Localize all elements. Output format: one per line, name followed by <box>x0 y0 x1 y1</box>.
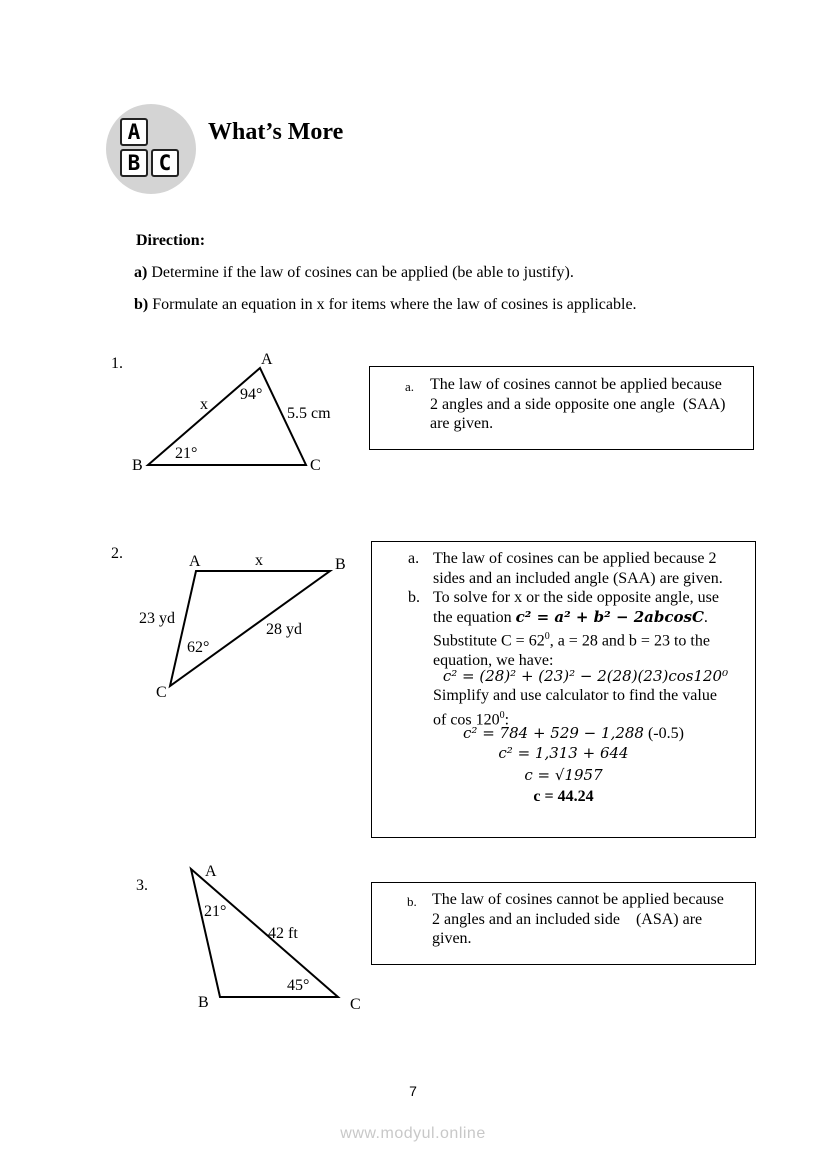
equation-step-2: c² = 1,313 + 644 <box>498 744 629 762</box>
vertex-b-label: B <box>132 457 143 474</box>
item-1-answer-box <box>369 366 754 450</box>
side-ab-label: x <box>255 552 263 569</box>
answer-line: 2 angles and an included side (ASA) are <box>432 910 703 928</box>
angle-a-label: 94° <box>240 386 263 403</box>
answer-text: , a = 28 and b = 23 to the <box>549 632 710 650</box>
answer-text: of cos 120 <box>433 710 500 728</box>
angle-a-label: 21° <box>204 903 227 920</box>
abc-blocks-icon <box>106 104 196 194</box>
section-title: What’s More <box>208 119 344 145</box>
logo-block-b: B <box>120 149 148 177</box>
side-bc-label: 28 yd <box>266 621 302 638</box>
law-of-cosines-formula: c² = a² + b² − 2abcosC <box>515 607 704 626</box>
logo-block-a: A <box>120 118 148 146</box>
equation-result: c = 44.24 <box>533 788 594 805</box>
direction-a <box>134 264 574 282</box>
answer-line <box>433 608 753 628</box>
answer-line: sides and an included angle (SAA) are given. <box>433 569 723 587</box>
answer-line: are given. <box>430 415 494 432</box>
page-number: 7 <box>409 1083 417 1099</box>
answer-line: equation, we have: <box>433 651 554 669</box>
logo-block-c: C <box>151 149 179 177</box>
answer-line: The law of cosines cannot be applied because <box>430 376 722 393</box>
item-3-triangle <box>160 855 380 1020</box>
angle-c-label: 45° <box>287 977 310 994</box>
side-ac-label: 23 yd <box>139 610 175 627</box>
answer-line: 2 angles and a side opposite one angle (SAA) <box>430 395 726 413</box>
vertex-c-label: C <box>350 996 361 1013</box>
item-2-triangle <box>120 545 365 705</box>
direction-a-label: a) <box>134 264 148 281</box>
side-ac-label: 5.5 cm <box>287 405 331 422</box>
equation-math: c² = 784 + 529 − 1,288 <box>463 724 644 742</box>
side-ac-label: 42 ft <box>268 925 298 942</box>
vertex-b-label: B <box>335 556 346 573</box>
direction-b <box>134 296 637 314</box>
answer-marker: a. <box>405 379 415 394</box>
angle-c-label: 62° <box>187 639 210 656</box>
item-3-answer-box <box>371 882 756 965</box>
answer-line: The law of cosines can be applied because 2 <box>433 550 717 567</box>
item-1-number: 1. <box>111 355 123 372</box>
answer-text: . <box>703 608 708 626</box>
answer-line: To solve for x or the side opposite angle, use <box>433 589 719 606</box>
equation-substitution: c² = (28)² + (23)² − 2(28)(23)cos120⁰ <box>442 667 729 685</box>
footer-watermark: www.modyul.online <box>340 1125 486 1142</box>
answer-text: : <box>504 710 510 728</box>
equation-tail: (-0.5) <box>643 725 684 742</box>
answer-marker: a. <box>408 550 420 567</box>
item-2-number: 2. <box>111 545 123 562</box>
degree-superscript: 0 <box>544 631 550 642</box>
vertex-a-label: A <box>189 553 201 570</box>
answer-marker: b. <box>407 894 417 909</box>
answer-line <box>433 627 753 651</box>
item-1-triangle <box>120 345 360 480</box>
vertex-c-label: C <box>310 457 321 474</box>
answer-line: The law of cosines cannot be applied because <box>432 891 724 908</box>
answer-text: Substitute C = 62 <box>433 632 545 650</box>
answer-line: given. <box>432 930 472 947</box>
item-2-answer-simplify <box>433 686 753 729</box>
direction-a-text: Determine if the law of cosines can be applied (be able to justify). <box>147 264 574 281</box>
vertex-c-label: C <box>156 684 167 701</box>
vertex-a-label: A <box>205 863 217 880</box>
direction-b-text: Formulate an equation in x for items where the law of cosines is applicable. <box>148 296 637 313</box>
answer-line: Simplify and use calculator to find the value <box>433 687 717 704</box>
vertex-b-label: B <box>198 994 209 1011</box>
side-ab-label: x <box>200 396 208 413</box>
direction-b-label: b) <box>134 296 149 313</box>
answer-marker: b. <box>408 589 420 606</box>
angle-b-label: 21° <box>175 445 198 462</box>
answer-text: the equation <box>433 608 516 626</box>
equation-step-3: c = √1957 <box>524 766 603 784</box>
direction-heading: Direction: <box>136 232 206 249</box>
degree-superscript: 0 <box>499 709 505 721</box>
item-3-number: 3. <box>136 877 148 894</box>
vertex-a-label: A <box>261 351 273 368</box>
item-2-answer-box <box>371 541 756 838</box>
equation-step-1 <box>382 724 765 743</box>
